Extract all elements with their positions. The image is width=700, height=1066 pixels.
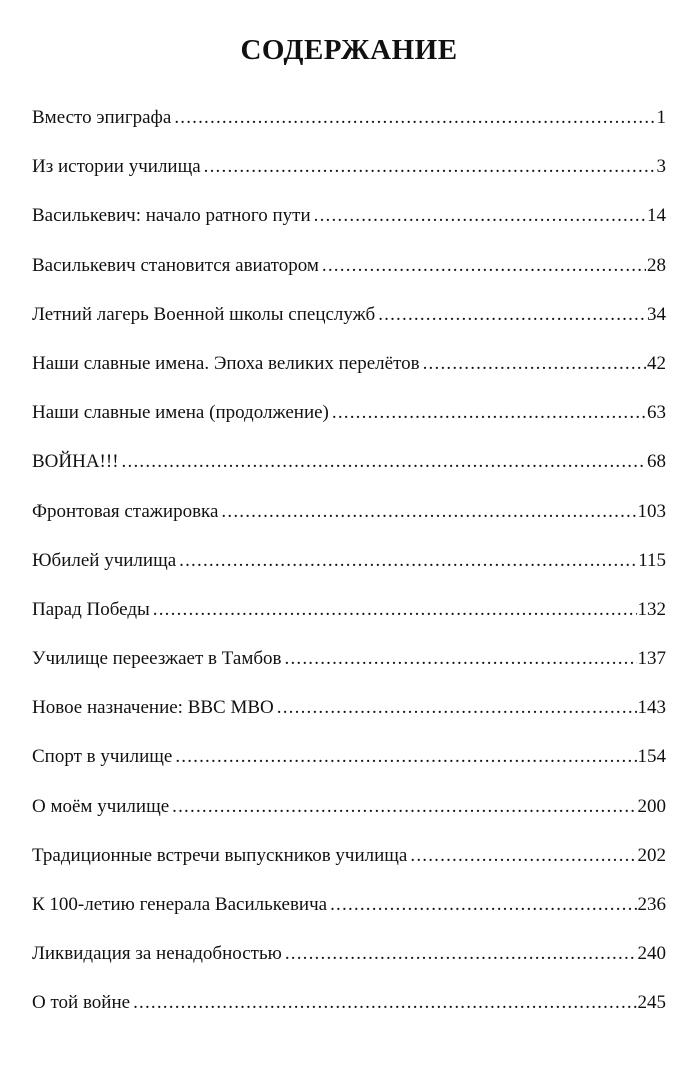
dot-leader bbox=[179, 549, 637, 573]
entry-title: Летний лагерь Военной школы спецслужб bbox=[32, 303, 376, 325]
entry-title: Из истории училища bbox=[32, 156, 201, 178]
entry-page-number: 115 bbox=[638, 549, 666, 571]
entry-page-number: 200 bbox=[637, 795, 666, 817]
toc-entry bbox=[32, 106, 666, 155]
dot-leader bbox=[133, 991, 636, 1015]
dot-leader bbox=[277, 696, 637, 720]
toc-entry bbox=[32, 549, 666, 598]
toc-entry bbox=[32, 598, 666, 647]
entry-page-number: 154 bbox=[637, 746, 666, 768]
toc-entry bbox=[32, 696, 666, 745]
dot-leader bbox=[314, 204, 646, 228]
toc-entry bbox=[32, 893, 666, 942]
toc-entry bbox=[32, 942, 666, 991]
toc-entry bbox=[32, 352, 666, 401]
entry-page-number: 42 bbox=[647, 352, 666, 374]
dot-leader bbox=[204, 155, 656, 179]
entry-page-number: 143 bbox=[637, 697, 666, 719]
entry-page-number: 68 bbox=[647, 451, 666, 473]
toc-entry bbox=[32, 991, 666, 1040]
entry-page-number: 236 bbox=[637, 894, 666, 915]
dot-leader bbox=[410, 844, 636, 868]
entry-page-number: 245 bbox=[637, 992, 666, 1014]
entry-title: Ликвидация за ненадобностью bbox=[32, 943, 282, 965]
entry-page-number: 63 bbox=[647, 402, 666, 424]
entry-page-number: 3 bbox=[656, 156, 666, 178]
dot-leader bbox=[175, 745, 636, 769]
entry-page-number: 132 bbox=[637, 598, 666, 620]
dot-leader bbox=[423, 352, 646, 376]
entry-page-number: 103 bbox=[637, 500, 666, 522]
dot-leader bbox=[322, 254, 646, 278]
entry-page-number: 28 bbox=[647, 254, 666, 276]
dot-leader bbox=[172, 795, 636, 819]
dot-leader bbox=[378, 303, 646, 327]
toc-entry bbox=[32, 647, 666, 696]
toc-entry bbox=[32, 155, 666, 204]
dot-leader bbox=[122, 450, 646, 474]
toc-entry bbox=[32, 500, 666, 549]
entry-title: Наши славные имена. Эпоха великих перелётов bbox=[32, 352, 420, 374]
entry-title: Спорт в училище bbox=[32, 746, 173, 768]
entry-title: Училище переезжает в Тамбов bbox=[32, 648, 282, 670]
entry-title: О моём училище bbox=[32, 795, 170, 817]
toc-entry bbox=[32, 844, 666, 893]
toc-entry bbox=[32, 450, 666, 499]
entry-title: Василькевич становится авиатором bbox=[32, 254, 319, 276]
entry-title: К 100-летию генерала Василькевича bbox=[32, 894, 328, 915]
entry-page-number: 1 bbox=[656, 107, 666, 128]
toc-entry bbox=[32, 795, 666, 844]
dot-leader bbox=[221, 500, 636, 524]
toc-entry bbox=[32, 401, 666, 450]
entry-title: Традиционные встречи выпускников училища bbox=[32, 844, 408, 866]
table-of-contents bbox=[32, 106, 666, 1041]
entry-title: ВОЙНА!!! bbox=[32, 451, 119, 473]
entry-title: Новое назначение: ВВС МВО bbox=[32, 697, 274, 719]
entry-title: О той войне bbox=[32, 992, 131, 1014]
page-title: СОДЕРЖАНИЕ bbox=[240, 34, 458, 66]
dot-leader bbox=[153, 598, 637, 622]
entry-page-number: 202 bbox=[637, 844, 666, 866]
entry-title: Наши славные имена (продолжение) bbox=[32, 402, 329, 424]
entry-page-number: 240 bbox=[637, 943, 666, 965]
dot-leader bbox=[174, 106, 655, 130]
entry-page-number: 137 bbox=[637, 648, 666, 670]
entry-title: Василькевич: начало ратного пути bbox=[32, 205, 311, 227]
entry-title: Вместо эпиграфа bbox=[32, 107, 172, 128]
entry-page-number: 34 bbox=[647, 303, 666, 325]
entry-title: Парад Победы bbox=[32, 598, 150, 620]
dot-leader bbox=[285, 942, 637, 966]
dot-leader bbox=[285, 647, 637, 671]
dot-leader bbox=[330, 893, 636, 917]
entry-title: Юбилей училища bbox=[32, 549, 177, 571]
toc-entry bbox=[32, 204, 666, 253]
toc-entry bbox=[32, 745, 666, 794]
dot-leader bbox=[332, 401, 646, 425]
toc-entry bbox=[32, 303, 666, 352]
toc-entry bbox=[32, 254, 666, 303]
entry-title: Фронтовая стажировка bbox=[32, 500, 219, 522]
entry-page-number: 14 bbox=[647, 205, 666, 227]
